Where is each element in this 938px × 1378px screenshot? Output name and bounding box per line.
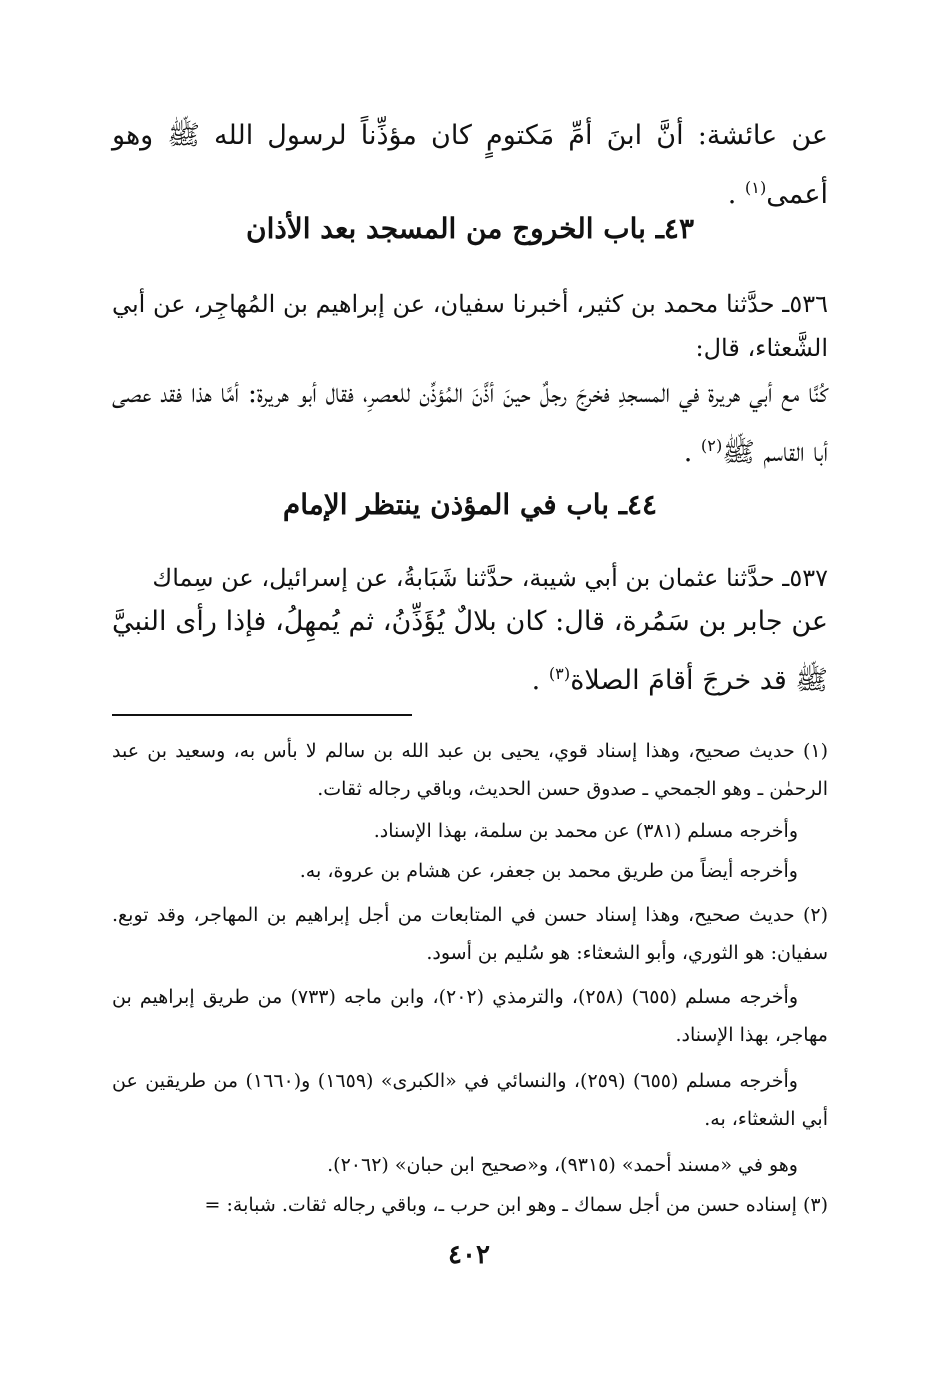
footnote-separator [112, 714, 412, 716]
hadith-537-matn: عن جابر بن سَمُرة، قال: كان بلالٌ يُؤَذِّنُ، ثم يُمهِلُ، فإذا رأى النبيَّ ﷺ قد خرجَ أقامَ الصلاة$^{(٣)}$ . [112, 606, 828, 696]
hadith-536-matn: كُنَّا مع أبي هريرة في المسجدِ فخرجَ رجلٌ حينَ أذَّنَ المُؤذِّن للعصرِ، فقال أبو هريرة: أمَّا هذا فقد عصى أبا القاسم ﷺ$^{(٢)}$ . [112, 378, 828, 468]
hadith-536-isnad: ٥٣٦ـ حدَّثنا محمد بن كثير، أخبرنا سفيان، عن إبراهيم بن المُهاجِر، عن أبي الشَّعثاء، قال: [112, 290, 828, 362]
footnote-2-muslim: وأخرجه مسلم (٦٥٥) (٢٥٨)، والترمذي (٢٠٢)، وابن ماجه (٧٣٣) من طريق إبراهيم بن مهاجر، بهذا الإسناد. [112, 986, 828, 1046]
footnote-1-muslim: وأخرجه مسلم (٣٨١) عن محمد بن سلمة، بهذا الإسناد. [373, 820, 798, 842]
footnote-ref-2: (٢) [700, 436, 723, 455]
footnote-2-ahmad: وهو في «مسند أحمد» (٩٣١٥)، و«صحيح ابن حبان» (٢٠٦٢). [327, 1154, 798, 1176]
footnote-3: (٣) إسناده حسن من أجل سماك ـ وهو ابن حرب ـ، وباقي رجاله ثقات. شبابة: = [204, 1194, 828, 1216]
footnote-ref-3: (٣) [548, 664, 571, 683]
chapter-44-heading: ٤٤ـ باب في المؤذن ينتظر الإمام [282, 488, 658, 521]
page-number: ٤٠٢ [448, 1240, 490, 1270]
hadith-537-matn-text: عن جابر بن سَمُرة، قال: كان بلالٌ يُؤَذِّنُ، ثم يُمهِلُ، فإذا رأى النبيَّ ﷺ قد خرجَ أقامَ الصلاة [112, 606, 828, 696]
footnote-ref-1: (١) [744, 178, 767, 197]
footnote-2-nasai: وأخرجه مسلم (٦٥٥) (٢٥٩)، والنسائي في «الكبرى» (١٦٥٩) و(١٦٦٠) من طريقين عن أبي الشعثاء، به. [112, 1070, 828, 1130]
hadith-535-text: عن عائشة: أنَّ ابنَ أمِّ مَكتومٍ كان مؤذِّناً لرسول الله ﷺ وهو أعمى [112, 120, 828, 210]
footnote-2: (٢) حديث صحيح، وهذا إسناد حسن في المتابعات من أجل إبراهيم بن المهاجر، وقد توبع. سفيان: هو الثوري، وأبو الشعثاء: هو سُليم بن أسود. [112, 904, 828, 964]
chapter-43-heading: ٤٣ـ باب الخروج من المسجد بعد الأذان [246, 212, 694, 245]
hadith-537-isnad: ٥٣٧ـ حدَّثنا عثمان بن أبي شيبة، حدَّثنا شَبَابةُ، عن إسرائيل، عن سِماك [152, 564, 828, 592]
footnote-1: (١) حديث صحيح، وهذا إسناد قوي، يحيى بن عبد الله بن سالم لا بأس به، وسعيد بن عبد الرحمٰن ـ وهو الجمحي ـ صدوق حسن الحديث، وباقي رجاله ثقات. [112, 740, 828, 800]
hadith-536-matn-text: كُنَّا مع أبي هريرة في المسجدِ فخرجَ رجلٌ حينَ أذَّنَ المُؤذِّن للعصرِ، فقال أبو هريرة: أمَّا هذا فقد عصى أبا القاسم ﷺ [112, 378, 828, 468]
footnote-1-also: وأخرجه أيضاً من طريق محمد بن جعفر، عن هشام بن عروة، به. [299, 860, 798, 882]
hadith-535-continuation: عن عائشة: أنَّ ابنَ أمِّ مَكتومٍ كان مؤذِّناً لرسول الله ﷺ وهو أعمى$^{(١)}$ . [112, 120, 828, 210]
